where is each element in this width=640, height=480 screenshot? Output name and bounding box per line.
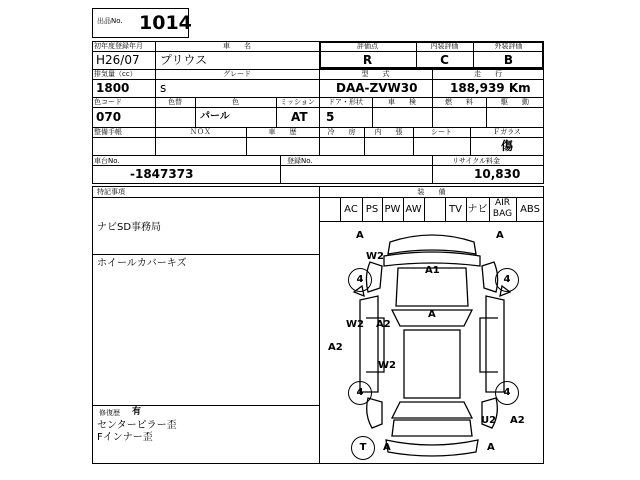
- spare-tire: T: [351, 436, 375, 460]
- chassis-label: 車台No.: [94, 157, 120, 165]
- mileage-label: 走 行: [474, 70, 502, 78]
- color-code-value: 070: [96, 110, 122, 124]
- remark-line-2: ホイールカバーキズ: [97, 258, 187, 269]
- damage-a2-left: A2: [328, 342, 343, 353]
- car-name-label: 車 名: [223, 42, 251, 50]
- equip-navi: ナビ: [467, 204, 488, 215]
- cc-value: 1800: [96, 81, 130, 95]
- damage-front-right: A: [496, 230, 504, 241]
- color-label: 色: [232, 98, 239, 106]
- tire-front-left: 4: [348, 268, 372, 292]
- color-value: パール: [200, 111, 230, 122]
- damage-rear-left: A: [383, 442, 391, 453]
- aircon-label: 冷 房: [327, 128, 356, 136]
- tire-rear-right: 4: [495, 381, 519, 405]
- damage-roof: A: [428, 309, 436, 320]
- fuel-label: 燃 料: [445, 98, 473, 106]
- damage-w2-low: W2: [378, 360, 396, 371]
- equip-pw: PW: [384, 204, 401, 215]
- color-change-label: 色替: [168, 98, 182, 106]
- nox-label: ＮＯＸ: [190, 128, 211, 136]
- drive-label: 駆 動: [501, 98, 529, 106]
- glass-value: 傷: [500, 139, 513, 153]
- score-label: 評価点: [357, 42, 378, 50]
- lot-number: 1014: [139, 12, 192, 34]
- seat-label: シート: [431, 128, 452, 136]
- repair-line-1: センターピラー歪: [97, 420, 177, 431]
- registration-label: 登録No.: [287, 157, 313, 165]
- car-name-value: プリウス: [160, 53, 208, 67]
- exterior-label: 外装評価: [494, 42, 523, 50]
- grade-label: グレード: [223, 70, 251, 78]
- equip-abs: ABS: [520, 204, 540, 215]
- interior-lining-label: 内 張: [374, 128, 403, 136]
- equip-ac: AC: [344, 204, 358, 215]
- history-label: 車 歴: [268, 128, 297, 136]
- tire-rear-left: 4: [348, 381, 372, 405]
- grade-value: s: [160, 81, 167, 95]
- mileage-value: 188,939 Km: [450, 81, 531, 95]
- year-label: 初年度登録年月: [94, 42, 143, 50]
- tire-front-right: 4: [495, 268, 519, 292]
- damage-a1: A1: [425, 265, 440, 276]
- lot-number-label: 出品No.: [97, 17, 123, 25]
- score-value: R: [362, 53, 373, 67]
- year-value: H26/07: [96, 53, 140, 67]
- repair-label: 修復歴: [99, 409, 120, 417]
- damage-rear-right: A: [487, 442, 495, 453]
- equip-ps: PS: [365, 204, 379, 215]
- glass-label: Ｆガラス: [493, 128, 521, 136]
- model-label: 型 式: [361, 70, 390, 78]
- exterior-value: B: [503, 53, 514, 67]
- damage-u2: U2: [481, 415, 497, 426]
- damage-a2-mid: A2: [376, 319, 391, 330]
- damage-w2-mid: W2: [346, 319, 364, 330]
- chassis-value: -1847373: [130, 167, 194, 181]
- damage-a2-right: A2: [510, 415, 525, 426]
- recycle-label: リサイクル料金: [452, 157, 501, 165]
- remarks-header: 特記事項: [97, 188, 125, 196]
- interior-label: 内装評価: [430, 42, 459, 50]
- remark-line-1: ナビSD事務局: [97, 222, 162, 233]
- mission-value: AT: [291, 110, 308, 124]
- door-value: 5: [326, 110, 335, 124]
- door-label: ドア・形状: [328, 98, 363, 106]
- equip-tv: TV: [449, 204, 462, 215]
- interior-value: C: [440, 53, 449, 67]
- damage-w2-top: W2: [366, 251, 384, 262]
- inspection-label: 車 検: [388, 98, 416, 106]
- manual-label: 整備手帳: [94, 128, 122, 136]
- mission-label: ミッション: [280, 98, 315, 106]
- damage-front-left: A: [356, 230, 364, 241]
- cc-label: 排気量（cc）: [94, 70, 137, 78]
- equipment-header: 装 備: [417, 188, 446, 196]
- color-code-label: 色コード: [94, 98, 122, 106]
- equip-aw: AW: [405, 204, 422, 215]
- repair-line-2: Fインナー歪: [97, 432, 153, 443]
- repair-value: 有: [132, 407, 142, 417]
- recycle-value: 10,830: [474, 167, 521, 181]
- model-value: DAA-ZVW30: [336, 81, 418, 95]
- equip-airbag: AIR BAG: [492, 198, 513, 219]
